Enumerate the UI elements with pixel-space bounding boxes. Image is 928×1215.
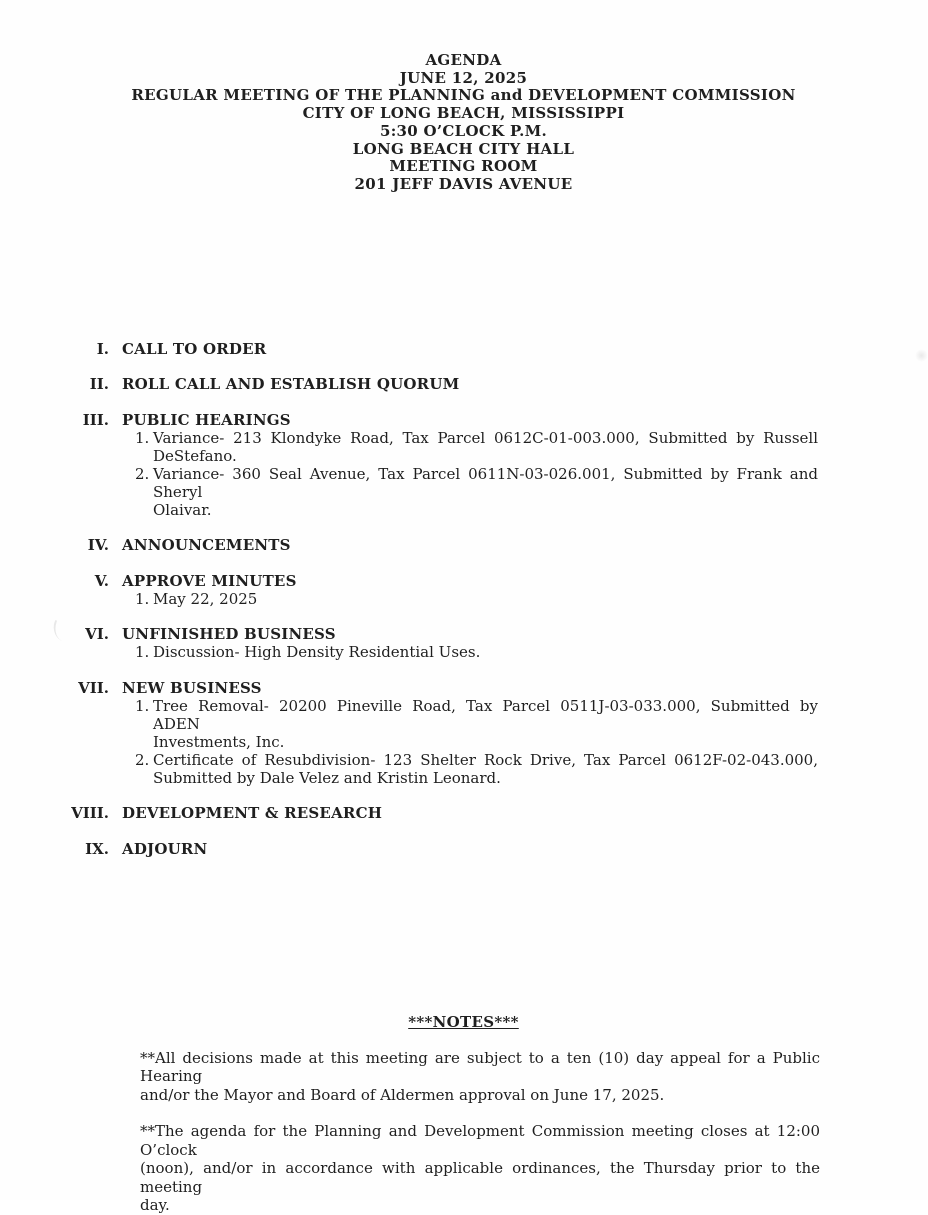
item-line: Variance- 213 Klondyke Road, Tax Parcel 0612C-01-003.000, Submitted by Russell (153, 428, 818, 447)
note-line: (noon), and/or in accordance with applicable ordinances, the Thursday prior to the meeting (140, 1159, 820, 1196)
header-line: MEETING ROOM (389, 157, 538, 176)
item-number: 1. (135, 696, 150, 715)
item-body (153, 643, 818, 661)
item-body (153, 751, 818, 787)
section-content (122, 840, 818, 858)
item-line: Investments, Inc. (153, 732, 285, 751)
header-line: 201 JEFF DAVIS AVENUE (354, 174, 573, 193)
agenda-sections (0, 340, 818, 858)
header-line: REGULAR MEETING OF THE PLANNING and DEVELOPMENT COMMISSION (131, 86, 796, 105)
note-paragraph (140, 1049, 820, 1105)
section-content (122, 536, 818, 554)
agenda-item (122, 590, 818, 608)
section-row (57, 572, 818, 608)
scan-artifact-smudge (915, 349, 928, 362)
item-line: Discussion- High Density Residential Uses. (153, 643, 481, 662)
header-line: CITY OF LONG BEACH, MISSISSIPPI (302, 104, 625, 123)
section-row (57, 375, 818, 393)
item-number: 2. (135, 464, 150, 483)
header-line: AGENDA (425, 51, 502, 69)
item-line: Certificate of Resubdivision- 123 Shelter Rock Drive, Tax Parcel 0612F-02-043.000, (153, 750, 818, 769)
note-line: day. (140, 1196, 170, 1215)
section-title: ROLL CALL AND ESTABLISH QUORUM (122, 375, 460, 394)
section-numeral: I. (96, 339, 109, 358)
notes-heading: ***NOTES*** (408, 1012, 519, 1031)
section-content (122, 804, 818, 822)
section-title: DEVELOPMENT & RESEARCH (122, 804, 383, 823)
section-numeral: IV. (87, 536, 109, 555)
section-row (57, 804, 818, 822)
header-line: JUNE 12, 2025 (399, 68, 528, 87)
agenda-item (122, 697, 818, 751)
section-title: CALL TO ORDER (122, 339, 267, 358)
item-line: Tree Removal- 20200 Pineville Road, Tax Parcel 0511J-03-033.000, Submitted by ADEN (153, 696, 818, 733)
section-content (122, 411, 818, 519)
section-title: ADJOURN (122, 839, 208, 858)
item-number: 2. (135, 750, 150, 769)
section-row (57, 840, 818, 858)
agenda-item (122, 465, 818, 519)
section-row (57, 536, 818, 554)
item-number: 1. (135, 428, 150, 447)
section-row (57, 411, 818, 519)
note-paragraph (140, 1122, 820, 1215)
section-content (122, 679, 818, 787)
section-title: APPROVE MINUTES (122, 571, 297, 590)
item-body (153, 697, 818, 751)
section-row (57, 625, 818, 661)
note-line: **All decisions made at this meeting are subject to a ten (10) day appeal for a Public Hearing (140, 1048, 820, 1086)
agenda-item (122, 751, 818, 787)
section-row (57, 679, 818, 787)
item-line: DeStefano. (153, 446, 237, 465)
section-content (122, 375, 818, 393)
section-numeral: VII. (78, 678, 109, 697)
section-content (122, 625, 818, 661)
note-line: **The agenda for the Planning and Development Commission meeting closes at 12:00 O’clock (140, 1121, 820, 1159)
item-body (153, 465, 818, 519)
notes-paragraphs (0, 1049, 927, 1215)
section-numeral: III. (82, 410, 109, 429)
item-line: Variance- 360 Seal Avenue, Tax Parcel 0611N-03-026.001, Submitted by Frank and Sheryl (153, 464, 818, 501)
section-content (122, 572, 818, 608)
item-number: 1. (135, 589, 150, 608)
section-numeral: V. (94, 571, 109, 590)
document-header (0, 0, 927, 194)
section-numeral: IX. (85, 839, 109, 858)
section-title: NEW BUSINESS (122, 678, 262, 697)
section-content (122, 340, 818, 358)
section-numeral: II. (89, 375, 109, 394)
note-line: and/or the Mayor and Board of Aldermen approval on June 17, 2025. (140, 1085, 665, 1104)
section-numeral: VIII. (71, 804, 109, 823)
item-line: Submitted by Dale Velez and Kristin Leonard. (153, 768, 501, 787)
item-body (153, 590, 818, 608)
item-body (153, 429, 818, 465)
section-numeral: VI. (85, 625, 109, 644)
header-line: 5:30 O’CLOCK P.M. (379, 121, 548, 140)
section-row (57, 340, 818, 358)
section-title: UNFINISHED BUSINESS (122, 625, 336, 644)
item-number: 1. (135, 643, 150, 662)
item-line: May 22, 2025 (153, 589, 258, 608)
notes-block (0, 1013, 927, 1215)
section-title: ANNOUNCEMENTS (122, 536, 291, 555)
item-line: Olaivar. (153, 500, 212, 519)
section-title: PUBLIC HEARINGS (122, 410, 291, 429)
header-line: LONG BEACH CITY HALL (352, 139, 575, 158)
agenda-item (122, 643, 818, 661)
agenda-item (122, 429, 818, 465)
